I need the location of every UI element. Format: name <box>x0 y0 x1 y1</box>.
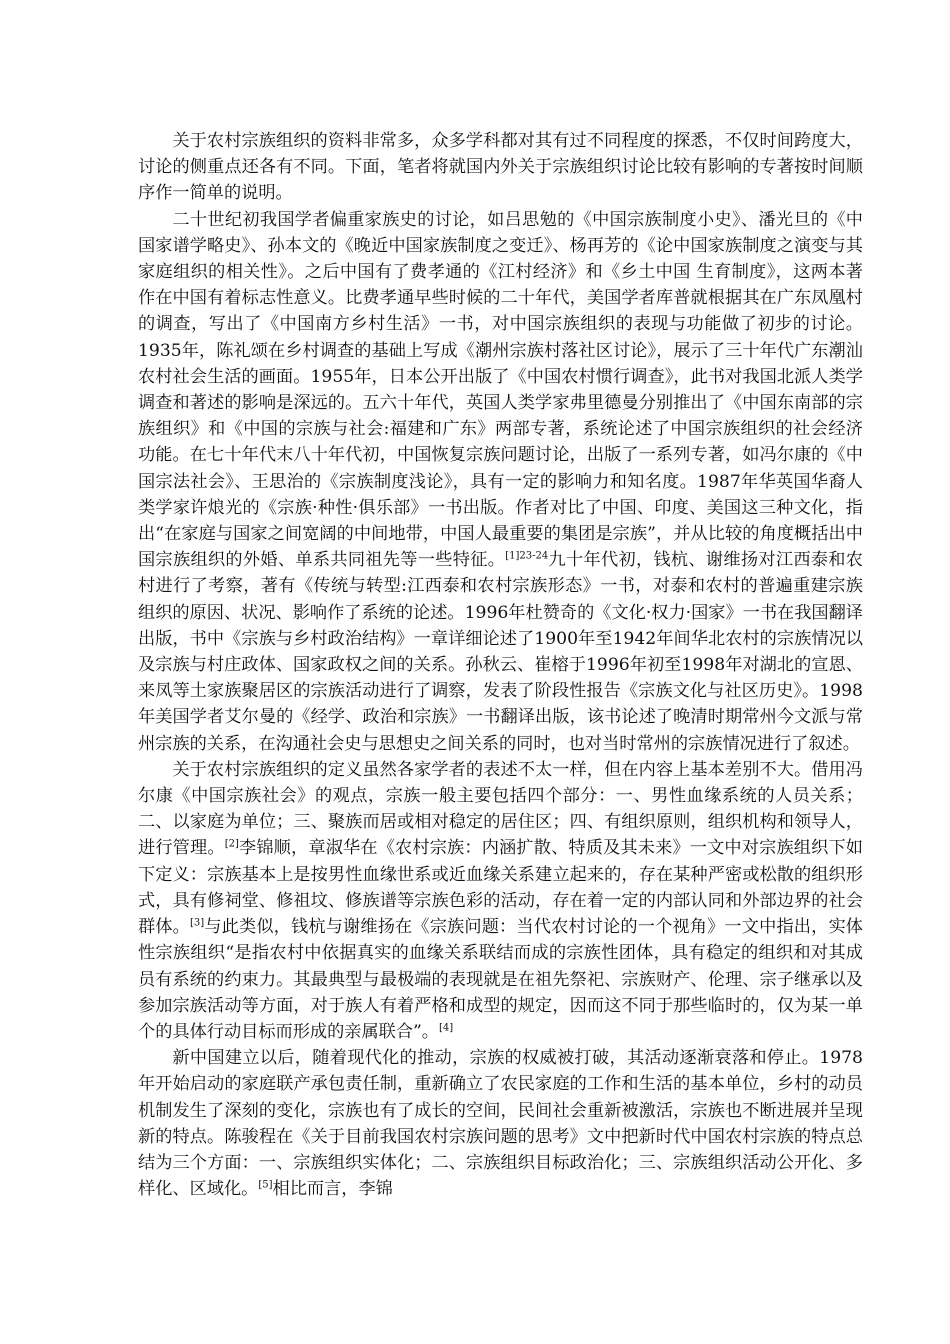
citation-ref: [4] <box>438 1022 454 1034</box>
paragraph-history <box>138 207 863 757</box>
paragraph-definition <box>138 757 863 1045</box>
paragraph-text: 二十世纪初我国学者偏重家族史的讨论，如吕思勉的《中国宗族制度小史》、潘光旦的《中国家谱学略史》、孙本文的《晚近中国家族制度之变迁》、杨再芳的《论中国家族制度之演变与其家庭组织的相关性》。之后中国有了费孝通的《江村经济》和《乡土中国 生育制度》，这两本著作在中国有着标志性意义。比费孝通早些时候的二十年代，美国学者库普就根据其在广东凤凰村的调查，写出了《中国南方乡村生活》一书，对中国宗族组织的表现与功能做了初步的讨论。1935年，陈礼颂在乡村调查的基础上写成《潮州宗族村落社区讨论》，展示了三十年代广东潮汕农村社会生活的画面。1955年，日本公开出版了《中国农村惯行调查》，此书对我国北派人类学调查和著述的影响是深远的。五六十年代，英国人类学家弗里德曼分别推出了《中国东南部的宗族组织》和《中国的宗族与社会:福建和广东》两部专著，系统论述了中国宗族组织的社会经济功能。在七十年代末八十年代初，中国恢复宗族问题讨论，出版了一系列专著，如冯尔康的《中国宗法社会》、王思治的《宗族制度浅论》，具有一定的影响力和知名度。1987年华英国华裔人类学家许烺光的《宗族·种性·俱乐部》一书出版。作者对比了中国、印度、美国这三种文化，指出“在家庭与国家之间宽阔的中间地带，中国人最重要的集团是宗族”，并从比较的角度概括出中国宗族组织的外婚、单系共同祖先等一些特征。 <box>138 209 863 571</box>
citation-ref: [2] <box>224 838 239 850</box>
paragraph-text: 九十年代初，钱杭、谢维扬对江西泰和农村进行了考察，著有《传统与转型:江西泰和农村宗族形态》一书，对泰和农村的普遍重建宗族组织的原因、状况、影响作了系统的论述。1996年杜赞奇的《文化·权力·国家》一书在我国翻译出版，书中《宗族与乡村政治结构》一章详细论述了1900年至1942年间华北农村的宗族情况以及宗族与村庄政体、国家政权之间的关系。孙秋云、崔榕于1996年初至1998年对湖北的宣恩、来凤等土家族聚居区的宗族活动进行了调察，发表了阶段性报告《宗族文化与社区历史》。1998年美国学者艾尔曼的《经学、政治和宗族》一书翻译出版，该书论述了晚清时期常州今文派与常州宗族的关系，在沟通社会史与思想史之间关系的同时，也对当时常州的宗族情况进行了叙述。 <box>138 550 863 754</box>
citation-ref: [5] <box>258 1179 273 1191</box>
paragraph-intro <box>138 128 863 207</box>
document-body <box>138 128 863 1202</box>
paragraph-text: 相比而言，李锦 <box>272 1179 393 1200</box>
citation-ref: [1]23-24 <box>505 550 549 562</box>
paragraph-text: 关于农村宗族组织的定义虽然各家学者的表述不太一样，但在内容上基本差别不大。借用冯尔康《中国宗族社会》的观点，宗族一般主要包括四个部分：一、男性血缘系统的人员关系；二、以家庭为单位；三、聚族而居或相对稳定的居住区；四、有组织原则，组织机构和领导人，进行管理。 <box>138 759 863 859</box>
paragraph-text: 李锦顺，章淑华在《农村宗族：内涵扩散、特质及其未来》一文中对宗族组织下如下定义：宗族基本上是按男性血缘世系或近血缘关系建立起来的，存在某种严密或松散的组织形式，具有修祠堂、修祖坟、修族谱等宗族色彩的活动，存在着一定的内部认同和外部边界的社会群体。 <box>138 838 863 938</box>
paragraph-text: 关于农村宗族组织的资料非常多，众多学科都对其有过不同程度的探悉，不仅时间跨度大，讨论的侧重点还各有不同。下面，笔者将就国内外关于宗族组织讨论比较有影响的专著按时间顺序作一简单的说明。 <box>138 131 863 204</box>
paragraph-text: 新中国建立以后，随着现代化的推动，宗族的权威被打破，其活动逐渐衰落和停止。1978年开始启动的家庭联产承包责任制，重新确立了农民家庭的工作和生活的基本单位，乡村的动员机制发生了深刻的变化，宗族也有了成长的空间，民间社会重新被激活，宗族也不断进展并呈现新的特点。陈骏程在《关于目前我国农村宗族问题的思考》文中把新时代中国农村宗族的特点总结为三个方面：一、宗族组织实体化；二、宗族组织目标政治化；三、宗族组织活动公开化、多样化、区域化。 <box>138 1048 863 1200</box>
paragraph-modern <box>138 1045 863 1202</box>
paragraph-text: 与此类似，钱杭与谢维扬在《宗族问题：当代农村讨论的一个视角》一文中指出，实体性宗族组织“是指农村中依据真实的血缘关系联结而成的宗族性团体，具有稳定的组织和对其成员有系统的约束力。其最典型与最极端的表现就是在祖先祭祀、宗族财产、伦理、宗子继承以及参加宗族活动等方面，对于族人有着严格和成型的规定，因而这不同于那些临时的，仅为某一单个的具体行动目标而形成的亲属联合”。 <box>138 917 863 1042</box>
citation-ref: [3] <box>190 917 205 929</box>
